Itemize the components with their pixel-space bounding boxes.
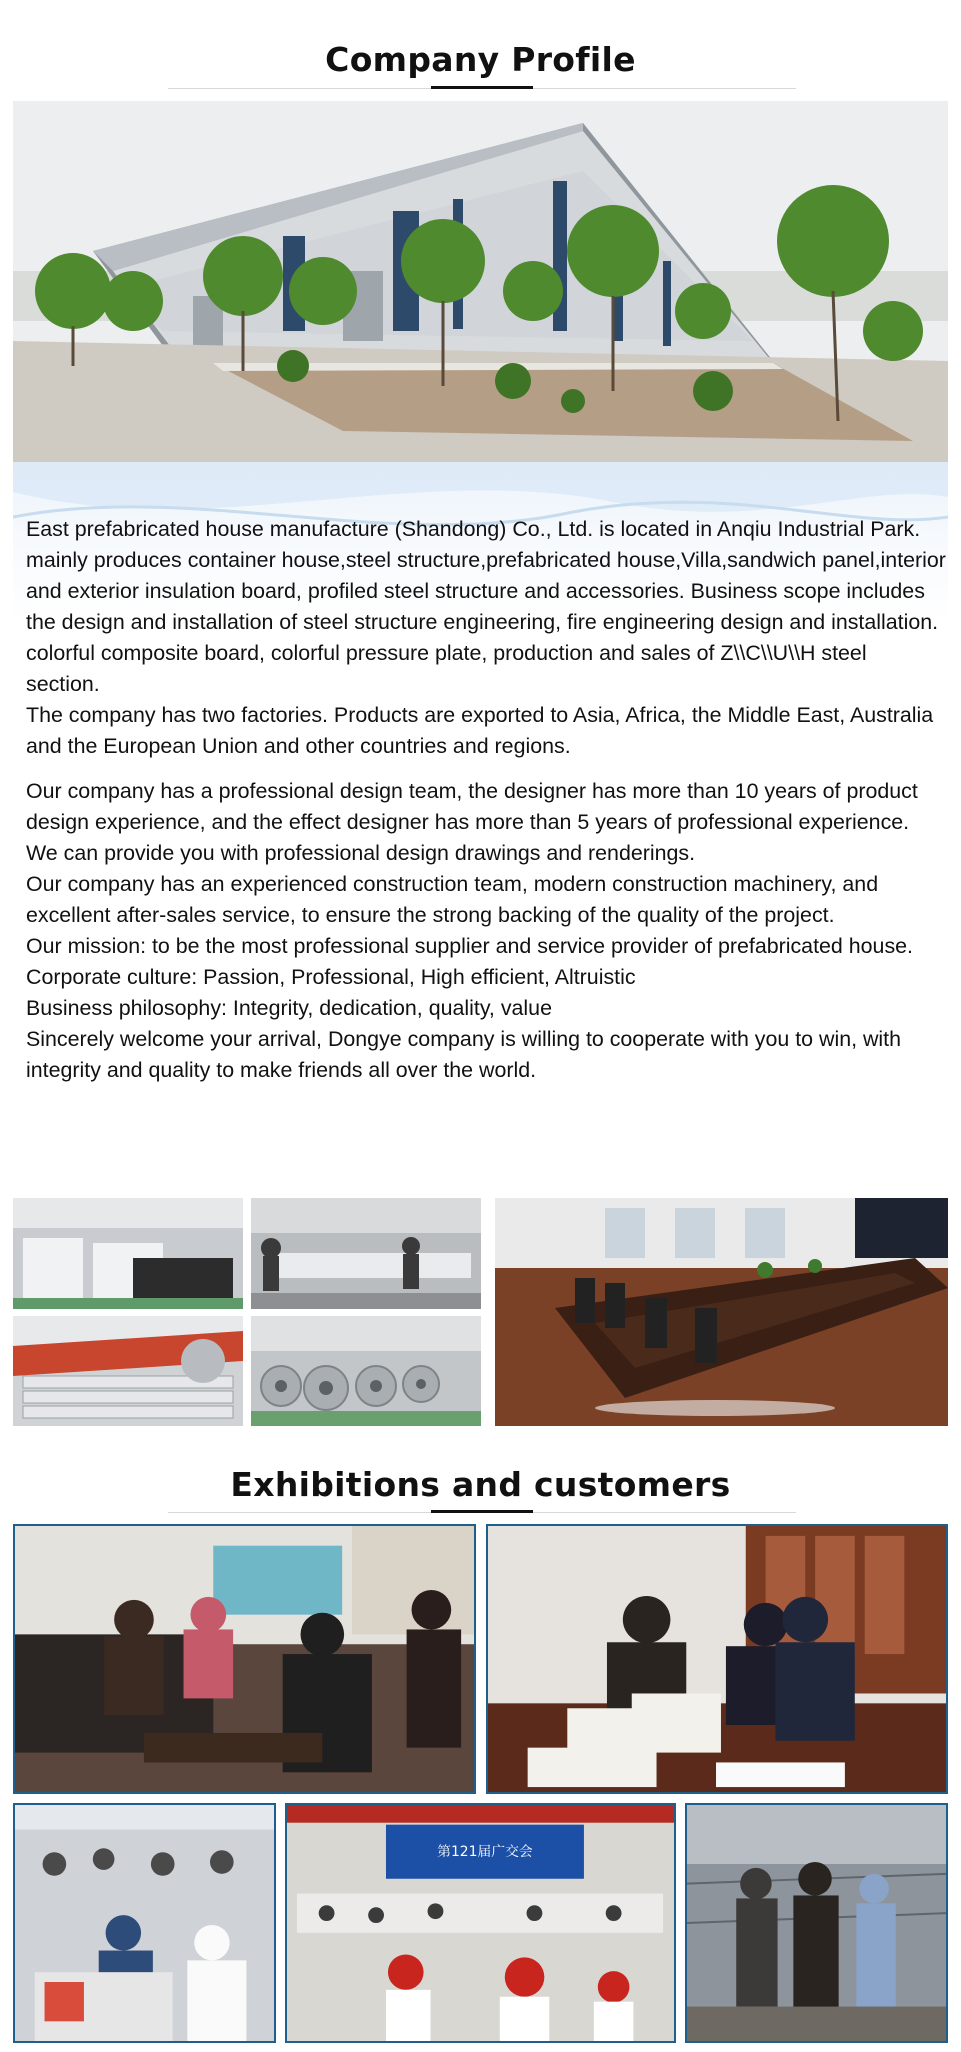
factory-photo [13, 101, 948, 463]
profile-text-block-a [26, 514, 946, 762]
profile-paragraph: The company has two factories. Products are exported to Asia, Africa, the Middle East, Australia and the European Union and other countries and regions. [26, 703, 934, 758]
workshop-photo-panels [13, 1198, 243, 1309]
trade-fair-photo-canton [285, 1803, 676, 2043]
meeting-room-photo [495, 1198, 948, 1426]
workshop-photo-steel-profiles [13, 1316, 243, 1426]
customer-visit-photo-models [486, 1524, 948, 1794]
profile-paragraph: Sincerely welcome your arrival, Dongye company is willing to cooperate with you to win, with integrity and quality to make friends all over the world. [26, 1027, 902, 1082]
profile-paragraph: East prefabricated house manufacture (Shandong) Co., Ltd. is located in Anqiu Industrial Park. mainly produces container house,steel structure,prefabricated house,Villa,sandwich panel,interior and exterior insulation board, profiled steel structure and accessories. Business scope includes the design and installation of steel structure engineering, fire engineering design and installation. colorful composite board, colorful pressure plate, production and sales of Z\\C\\U\\H steel section. [26, 517, 946, 696]
profile-paragraph: Our company has an experienced construction team, modern construction machinery, and excellent after-sales service, to ensure the strong backing of the quality of the project. [26, 872, 879, 927]
trade-fair-photo-booth [13, 1803, 276, 2043]
title-accent-bar [431, 86, 533, 89]
profile-paragraph: Our mission: to be the most professional supplier and service provider of prefabricated house. [26, 934, 913, 958]
title-accent-bar [431, 1510, 533, 1513]
workshop-photo-workers [251, 1198, 481, 1309]
customer-group-photo [685, 1803, 948, 2043]
profile-paragraph: Corporate culture: Passion, Professional, High efficient, Altruistic [26, 965, 636, 989]
fair-banner-text: 第121届广交会 [437, 1844, 533, 1861]
profile-text-block-b [26, 776, 946, 1086]
company-profile-title: Company Profile [325, 40, 636, 79]
exhibitions-title: Exhibitions and customers [230, 1465, 731, 1504]
profile-paragraph: Business philosophy: Integrity, dedication, quality, value [26, 996, 552, 1020]
customer-visit-photo-sofa [13, 1524, 476, 1794]
workshop-photo-steel-coils [251, 1316, 481, 1426]
profile-paragraph: Our company has a professional design team, the designer has more than 10 years of product design experience, and the effect designer has more than 5 years of professional experience. We can provide you with professional design drawings and renderings. [26, 779, 918, 865]
